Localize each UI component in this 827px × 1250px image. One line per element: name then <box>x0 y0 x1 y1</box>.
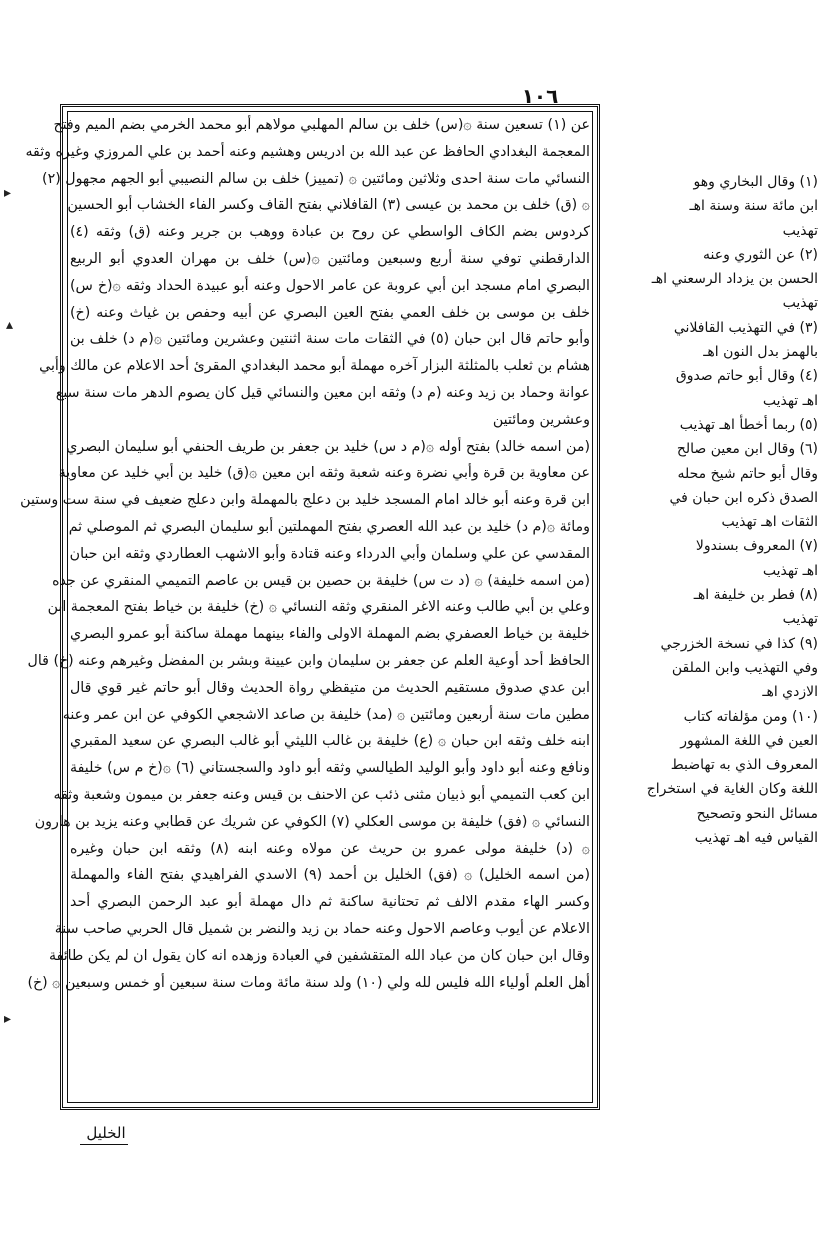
main-text-line: البصري امام مسجد ابن أبي عروبة عن عامر الاحول وعنه أبو عبيدة الحداد وثقه ۞(خ س) <box>70 277 590 294</box>
marginal-note-line: (١) وقال البخاري وهو <box>693 174 818 190</box>
marginal-note-line: العين في اللغة المشهور <box>680 732 818 749</box>
marginal-note-line: (٤) وقال أبو حاتم صدوق <box>675 368 818 385</box>
main-text-line: وكسر الهاء مقدم الالف ثم تحتانية ساكنة ثم دال مهملة أبو عبد الرحمن البصري أحد <box>70 894 590 911</box>
marginal-note-line: وقال أبو حاتم شيخ محله <box>677 465 818 482</box>
marginal-note-line: مسائل النحو وتصحيح <box>696 805 818 822</box>
main-text-line: المقدسي عن علي وسلمان وأبي الدرداء وعنه قتادة وأبو الاشهب العطاردي وثقه ابن حبان <box>69 545 590 562</box>
catchword: الخليل <box>86 1124 126 1142</box>
marginal-note-line: (٧) المعروف بسندولا <box>695 538 818 555</box>
main-text-line: عوانة وحماد بن زيد وعنه (م د) وثقه ابن معين والنسائي قيل كان يصوم الدهر مات سنة سبع <box>55 384 590 401</box>
main-text-line: عن (١) تسعين سنة ۞(س) خلف بن سالم المهلبي مولاهم أبو محمد الخرمي بضم الميم وفتح <box>53 117 590 133</box>
marginal-note-line: ابن مائة سنة وسنة اهـ <box>689 198 818 215</box>
marginal-note-line: اهـ تهذيب <box>762 562 818 579</box>
main-text-line: ونافع وعنه أبو داود وأبو الوليد الطيالسي وثقه أبو داود والسجستاني (٦) ۞(خ م س) خليفة <box>70 760 591 777</box>
main-text-line: (من اسمه خالد) بفتح أوله ۞(م د س) خليد بن جعفر بن طريف الحنفي أبو سليمان البصري <box>66 438 590 455</box>
main-text-line: (من اسمه خليفة) ۞ (د ت س) خليفة بن حصين بن قيس بن عاصم التميمي المنقري عن جده <box>52 572 590 589</box>
main-text-line: النسائي ۞ (فق) خليفة بن موسى العكلي (٧) الكوفي عن شريك عن قطابي وعنه يزيد بن هارون <box>34 813 590 830</box>
marginal-note-line: وفي التهذيب وابن الملقن <box>671 659 818 676</box>
margin-speck: ▸ <box>4 185 12 201</box>
main-text-line: هشام بن ثعلب بالمثلثة البزار آخره مهملة أبو محمد البغدادي المقرئ أحد الاعلام عن مالك وأبي <box>39 358 590 375</box>
margin-speck: ▸ <box>4 1011 12 1027</box>
marginal-note-line: (٥) ربما أخطأ اهـ تهذيب <box>679 416 818 433</box>
main-text-line: وأبو حاتم قال ابن حبان (٥) في الثقات مات سنة اثنتين وعشرين ومائتين ۞(م د) خلف بن <box>70 331 590 348</box>
main-text-line: النسائي مات سنة احدى وثلاثين ومائتين ۞ (تمييز) خلف بن سالم النصيبي أبو الجهم مجهول (٢) <box>42 170 590 187</box>
marginal-note-line: بالهمز بدل النون اهـ <box>703 344 818 361</box>
main-text-line: الحافظ أحد أوعية العلم عن جعفر بن سليمان وابن عيينة وبشر بن المفضل وغيرهم وعنه (خ) قال <box>27 652 590 669</box>
main-text-line: كردوس بضم الكاف الواسطي عن روح بن عبادة ووهب بن جرير وعنه (ق) وثقه (٤) <box>70 224 590 241</box>
main-text-line: المعجمة البغدادي الحافظ عن عبد الله بن ادريس وهشيم وعنه أحمد بن علي المروزي وغيره وثقه <box>25 143 590 160</box>
main-text-line: ۞ (ق) خلف بن محمد بن عيسى (٣) القافلاني بفتح القاف وكسر الفاء الخشاب أبو الحسين <box>67 197 590 214</box>
main-text-line: وعلي بن أبي طالب وعنه الاغر المنقري وثقه النسائي ۞ (خ) خليفة بن خياط بفتح المعجمة ابن <box>47 599 590 616</box>
marginal-note-line: الحسن بن يزداد الرسعني اهـ <box>651 271 818 288</box>
marginal-note-line: اهـ تهذيب <box>762 392 818 409</box>
marginal-note-line: تهذيب <box>782 295 818 312</box>
main-text-line: الدارقطني توفي سنة أربع وسبعين ومائتين ۞(س) خلف بن مهران العدوي أبو الربيع <box>70 250 590 267</box>
marginal-notes <box>604 170 818 850</box>
marginal-note-line: تهذيب <box>782 611 818 628</box>
main-text-line: وقال ابن حبان كان من عباد الله المتقشفين في العبادة وزهده انه كان يقول ان لم يكن طائفة <box>48 947 590 964</box>
main-text-line: ابنه خلف وثقه ابن حبان ۞ (ع) خليفة بن غالب الليثي أبو غالب البصري عن سعيد المقبري <box>70 733 590 750</box>
main-text-line: خلف بن موسى بن خلف العمي بفتح العين البصري عن أبيه وحفص بن غياث وعنه (خ) <box>70 304 590 321</box>
main-text-line: ۞ (د) خليفة مولى عمرو بن حريث عن مولاه وعنه ابنه (٨) وثقه ابن حبان وغيره <box>70 840 590 857</box>
marginal-note-line: الصدق ذكره ابن حبان في <box>669 489 818 506</box>
main-text-line: عن معاوية بن قرة وأبي نضرة وعنه شعبة وثقه ابن معين ۞(ق) خليد بن أبي خليد عن معاوية <box>58 465 590 482</box>
catchword-underline <box>80 1144 128 1145</box>
main-text-line: ابن عدي صدوق مستقيم الحديث من متيقظي رواة الحديث وقال أبو حاتم غير قوي قال <box>70 679 590 696</box>
marginal-note-line: المعروف الذي به تهاضبط <box>670 757 818 774</box>
marginal-note-line: (٣) في التهذيب القافلاني <box>673 319 818 336</box>
marginal-note-line: (٩) كذا في نسخة الخزرجي <box>660 635 818 652</box>
marginal-note-line: (٦) وقال ابن معين صالح <box>676 441 818 458</box>
main-text-line: ومائة ۞(م د) خليد بن عبد الله العصري بفتح المهملتين أبو سليمان البصري ثم الموصلي ثم <box>68 518 590 535</box>
main-text-line: وعشرين ومائتين <box>492 411 590 428</box>
main-text-block <box>20 112 591 1102</box>
main-text-line: ابن كعب التميمي أبو ذبيان مثنى ذئب عن الاحنف بن قيس وعنه جعفر بن ميمون وشعبة وثقه <box>53 786 590 803</box>
marginal-note-line: (٨) فطر بن خليفة اهـ <box>693 587 818 604</box>
marginal-note-line: القياس فيه اهـ تهذيب <box>694 830 818 847</box>
marginal-note-line: الثقات اهـ تهذيب <box>721 514 818 531</box>
main-text-line: الاعلام عن أيوب وعاصم الاحول وعنه حماد بن زيد والنضر بن شميل قال الحربي صاحب سنة <box>54 920 590 937</box>
marginal-note-line: تهذيب <box>782 222 818 239</box>
main-text-line: خليفة بن خياط العصفري بضم المهملة الاولى والفاء بينهما مهملة ساكنة أبو عمرو البصري <box>70 626 590 643</box>
marginal-note-line: (١٠) ومن مؤلفاته كتاب <box>683 708 818 725</box>
marginal-note-line: (٢) عن الثوري وعنه <box>703 246 818 263</box>
page-number: ١٠٦ <box>521 84 559 108</box>
marginal-note-line: الازدي اهـ <box>762 684 818 701</box>
marginal-note-line: اللغة وكان الغاية في استخراج <box>646 781 818 798</box>
margin-speck: ▴ <box>6 317 14 333</box>
main-text-line: (من اسمه الخليل) ۞ (فق) الخليل بن أحمد (٩) الاسدي الفراهيدي بفتح الفاء والمهملة <box>70 867 590 884</box>
main-text-line: ابن قرة وعنه أبو خالد امام المسجد خليد بن دعلج بالمهملة وابن دعلج ضعيف في سنة ست وستين <box>20 492 590 509</box>
main-text-line: مطين مات سنة أربعين ومائتين ۞ (مد) خليفة بن صاعد الاشجعي الكوفي عن ابن عمر وعنه <box>62 706 590 723</box>
main-text-line: أهل العلم أولياء الله فليس لله ولي (١٠) ولد سنة مائة ومات سنة سبعين أو خمس وسبعين ۞ (خ) <box>27 974 590 991</box>
